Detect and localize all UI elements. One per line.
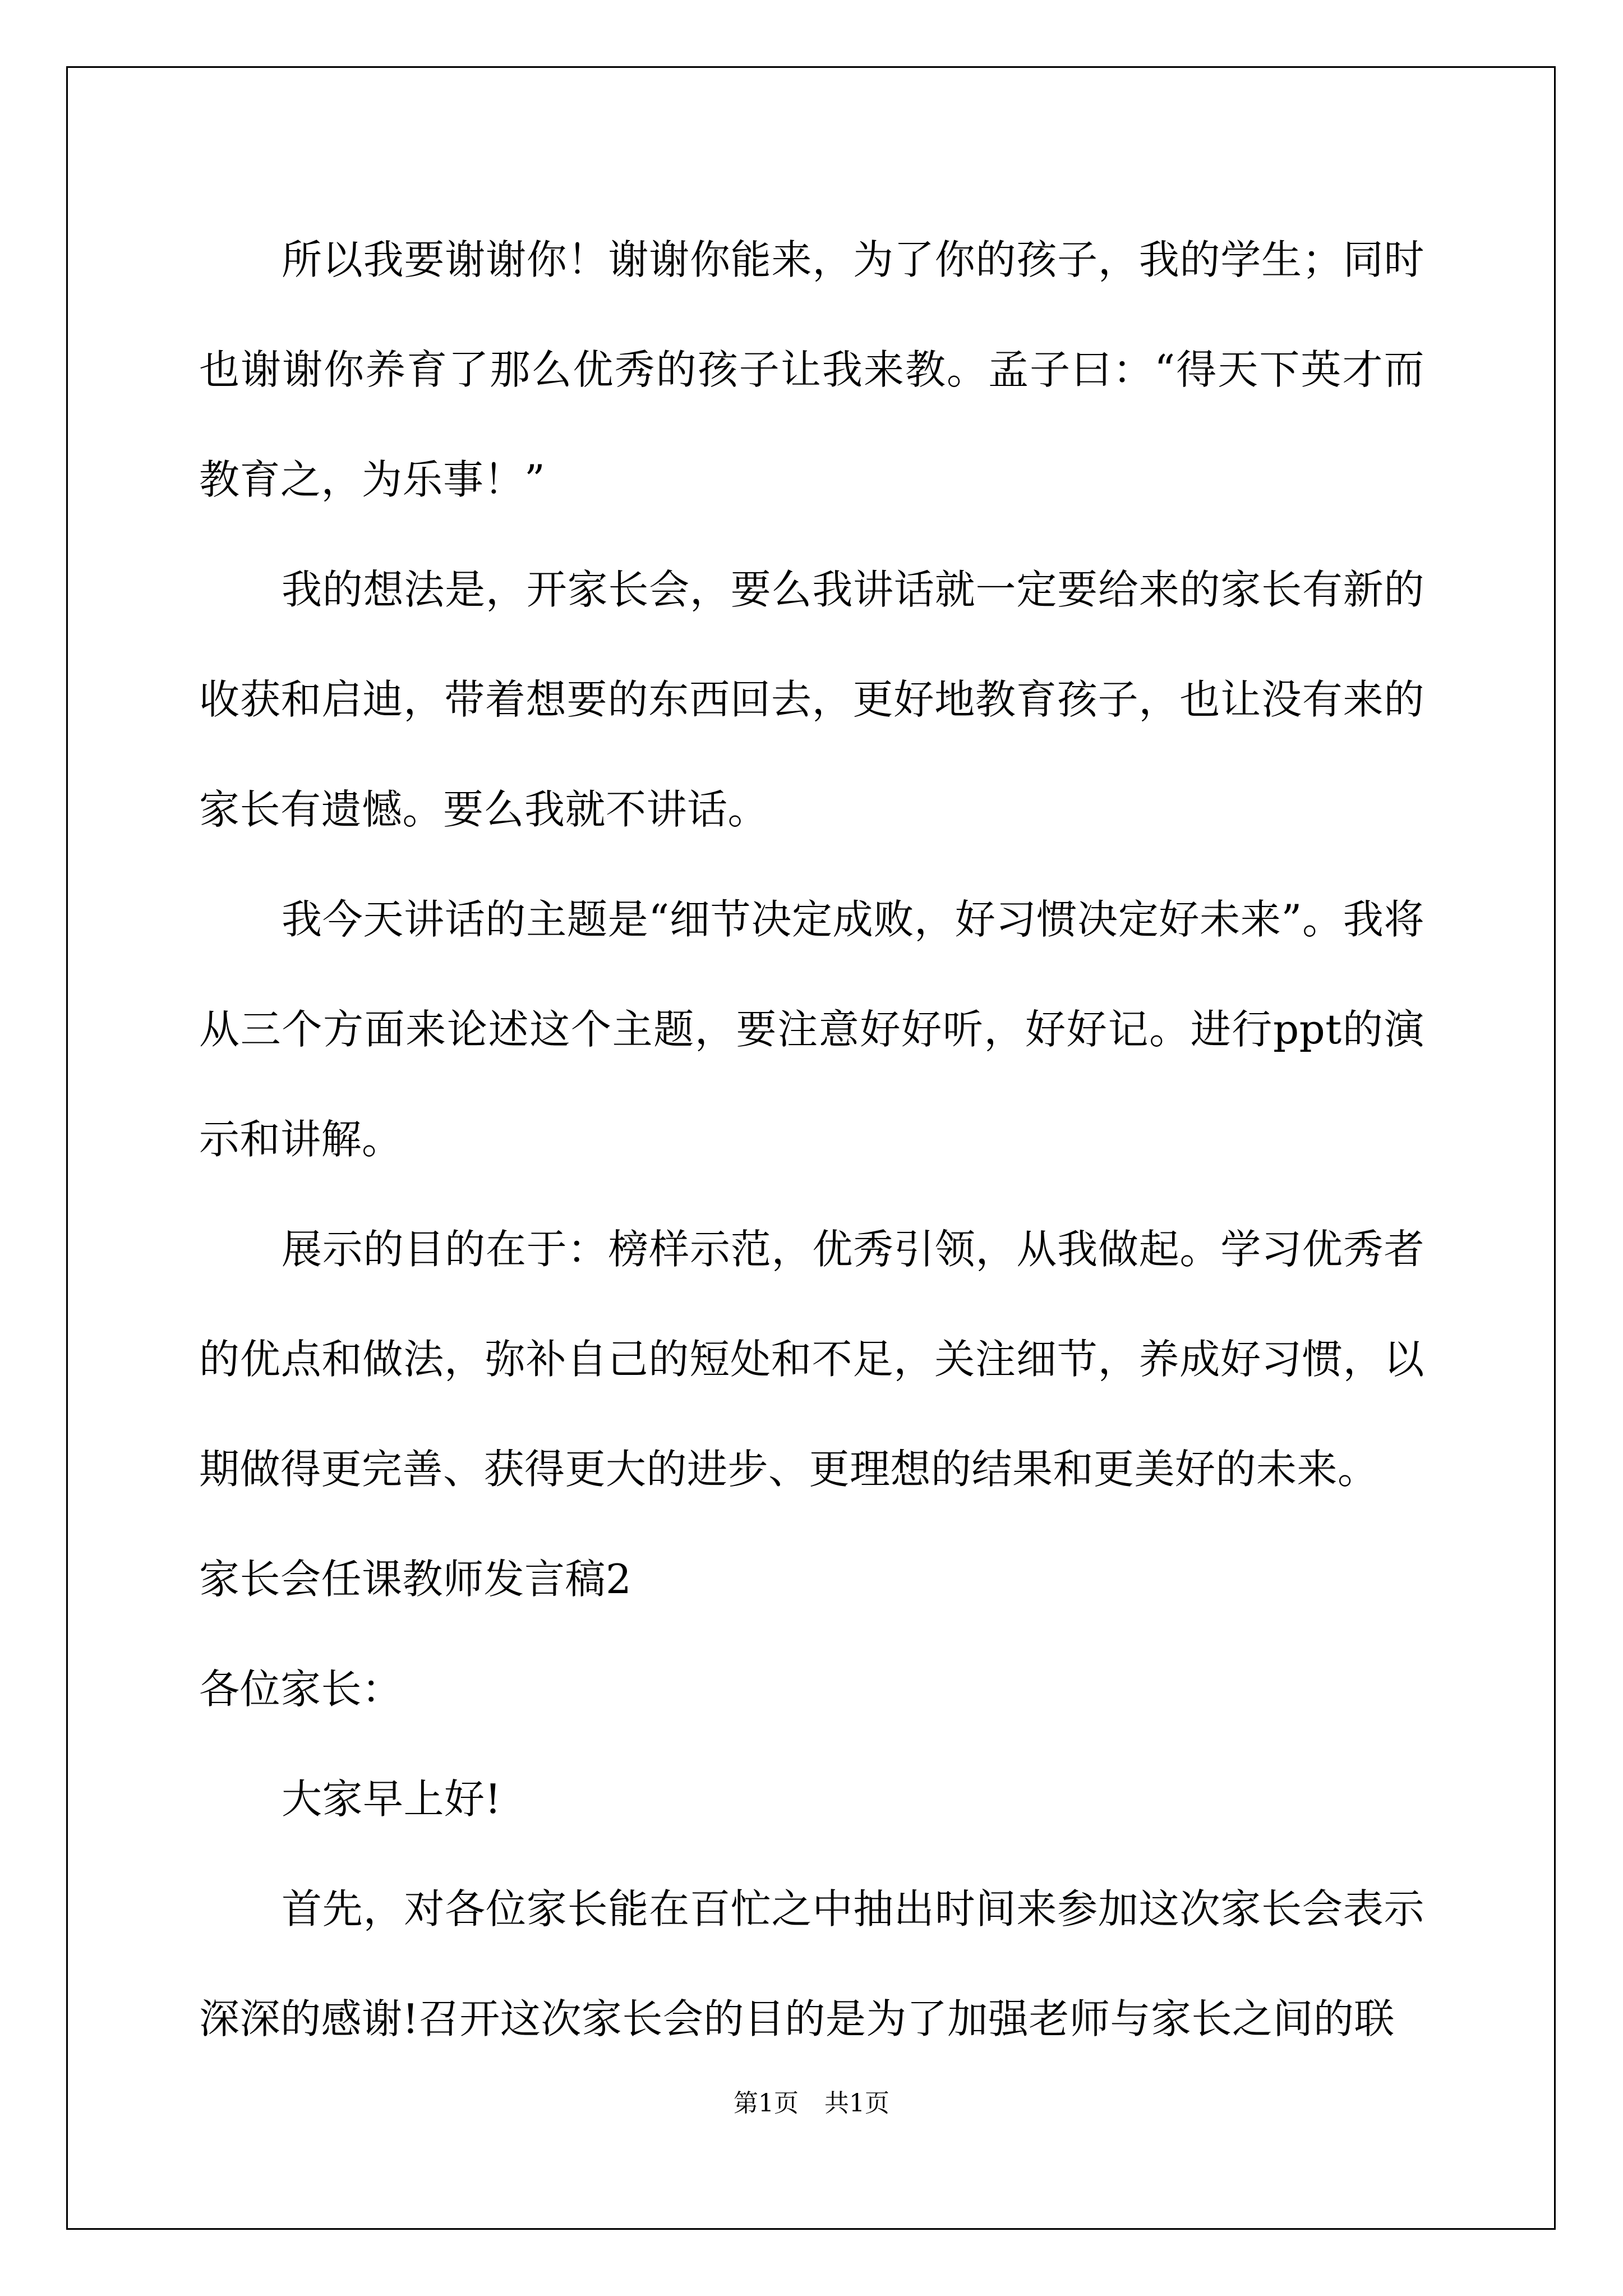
- document-body: [199, 205, 1424, 2074]
- paragraph-thanks: 所以我要谢谢你！谢谢你能来，为了你的孩子，我的学生；同时也谢谢你养育了那么优秀的孩子让我来教。孟子曰：“得天下英才而教育之，为乐事！”: [199, 236, 1424, 503]
- paragraph-idea: 我的想法是，开家长会，要么我讲话就一定要给来的家长有新的收获和启迪，带着想要的东西回去，更好地教育孩子，也让没有来的家长有遗憾。要么我就不讲话。: [199, 566, 1424, 833]
- page-footer: [0, 2087, 1623, 2120]
- section-heading: 家长会任课教师发言稿2: [199, 1556, 632, 1603]
- page-total: 共1页: [824, 2089, 889, 2118]
- greeting: 大家早上好!: [282, 1775, 501, 1823]
- paragraph-opening: 首先，对各位家长能在百忙之中抽出时间来参加这次家长会表示深深的感谢!召开这次家长会的目的是为了加强老师与家长之间的联: [199, 1885, 1424, 2042]
- salutation: 各位家长：: [199, 1665, 403, 1713]
- page-number: 第1页: [734, 2089, 799, 2118]
- paragraph-purpose: 展示的目的在于：榜样示范，优秀引领，从我做起。学习优秀者的优点和做法，弥补自己的短处和不足，关注细节，养成好习惯，以期做得更完善、获得更大的进步、更理想的结果和更美好的未来。: [199, 1226, 1424, 1493]
- paragraph-theme: 我今天讲话的主题是“细节决定成败，好习惯决定好未来”。我将从三个方面来论述这个主题，要注意好好听，好好记。进行ppt的演示和讲解。: [199, 896, 1424, 1163]
